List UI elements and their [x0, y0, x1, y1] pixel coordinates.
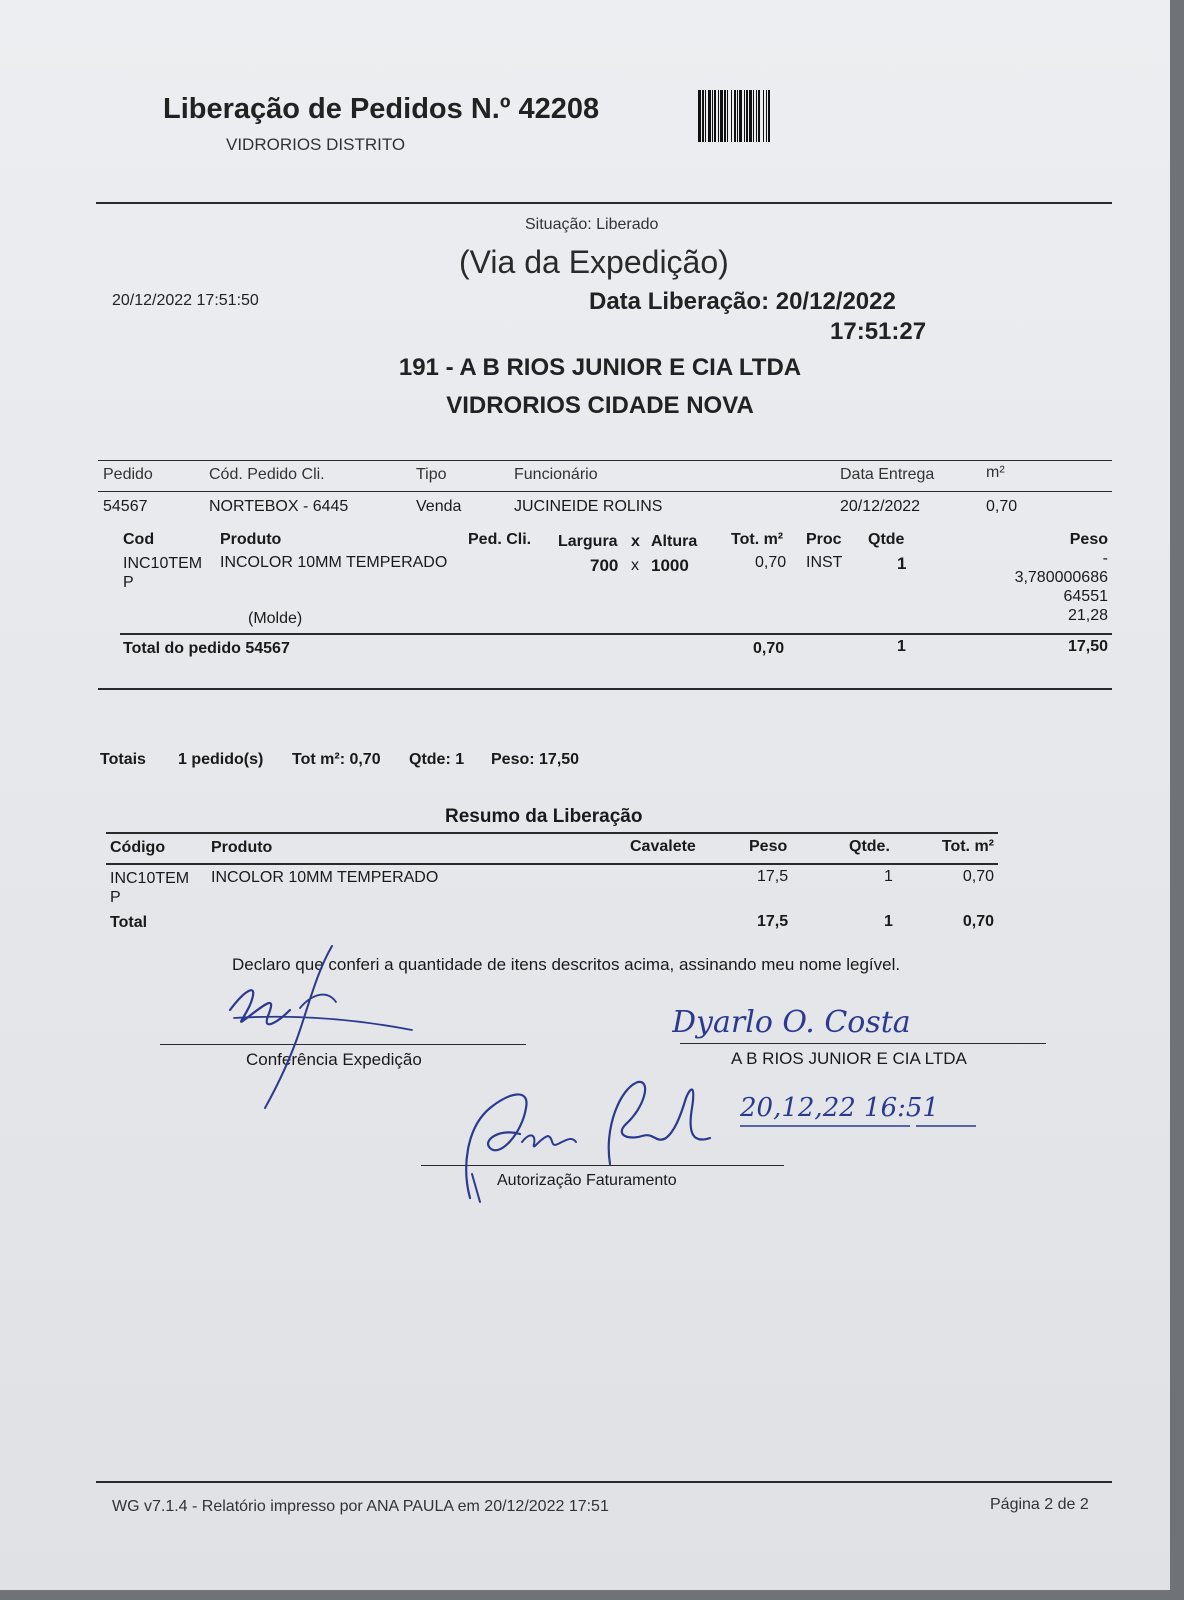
- barcode-bar: [770, 90, 771, 142]
- item-produto: INCOLOR 10MM TEMPERADO: [220, 554, 448, 571]
- resumo-produto: INCOLOR 10MM TEMPERADO: [211, 869, 439, 886]
- item-header-ped-cli: Ped. Cli.: [468, 531, 532, 548]
- item-cod-line2: P: [123, 574, 134, 591]
- item-molde: (Molde): [248, 610, 303, 627]
- item-peso-line2: 64551: [1063, 588, 1108, 605]
- col-header-data-entrega: Data Entrega: [840, 466, 935, 483]
- item-peso-line1: 3,780000686: [1014, 569, 1108, 586]
- item-header-produto: Produto: [220, 531, 282, 548]
- conferencia-label: Conferência Expedição: [246, 1050, 422, 1069]
- item-tot-m2: 0,70: [755, 554, 787, 571]
- order-pedido: 54567: [103, 498, 148, 515]
- order-table-header-line: [98, 491, 1112, 492]
- item-largura: 700: [590, 556, 619, 575]
- client-branch: VIDRORIOS CIDADE NOVA: [446, 392, 754, 419]
- item-altura: 1000: [651, 556, 689, 575]
- col-header-cod-cli: Cód. Pedido Cli.: [209, 466, 325, 483]
- printed-datetime: 20/12/2022 17:51:50: [112, 292, 259, 309]
- client-handwritten-signature: [672, 998, 1032, 1042]
- resumo-top-line: [106, 832, 998, 834]
- order-funcionario: JUCINEIDE ROLINS: [514, 498, 663, 515]
- company-name: VIDRORIOS DISTRITO: [226, 135, 406, 154]
- header-divider: [96, 202, 1112, 204]
- footer-printed-by: WG v7.1.4 - Relatório impresso por ANA PAULA em 20/12/2022 17:51: [112, 1498, 609, 1515]
- resumo-qtde: 1: [884, 868, 893, 885]
- client-signature-line: [680, 1043, 1046, 1044]
- item-header-proc: Proc: [806, 531, 842, 548]
- footer-page: Página 2 de 2: [990, 1496, 1089, 1513]
- resumo-codigo-line2: P: [110, 889, 121, 906]
- order-cod-cli: NORTEBOX - 6445: [209, 498, 349, 515]
- handwritten-datetime: [740, 1086, 1030, 1132]
- item-cod: [123, 554, 202, 592]
- totais-m2: Tot m²: 0,70: [292, 751, 381, 768]
- resumo-total-peso: 17,5: [757, 913, 789, 930]
- item-peso-line3: 21,28: [1067, 607, 1108, 624]
- resumo-header-qtde: Qtde.: [849, 838, 890, 855]
- handwritten-datetime-text: 20,12,22 16:51: [740, 1093, 939, 1123]
- item-header-x: x: [631, 533, 640, 550]
- order-data-entrega: 20/12/2022: [840, 498, 921, 515]
- resumo-total-tot-m2: 0,70: [962, 913, 994, 930]
- order-section-end-line: [98, 688, 1112, 690]
- via-label: (Via da Expedição): [459, 244, 729, 280]
- barcode: [698, 90, 876, 142]
- col-header-pedido: Pedido: [103, 466, 153, 483]
- totais-pedidos: 1 pedido(s): [178, 751, 264, 768]
- hora-liberacao: 17:51:27: [830, 318, 927, 345]
- col-header-m2: m²: [986, 464, 1005, 481]
- item-cod-line1: INC10TEM: [123, 555, 203, 572]
- resumo-codigo-line1: INC10TEM: [110, 870, 190, 887]
- declaration-text: Declaro que conferi a quantidade de itens descritos acima, assinando meu nome legível.: [232, 955, 901, 974]
- order-total-peso: 17,50: [1067, 638, 1108, 655]
- item-header-qtde: Qtde: [868, 531, 905, 548]
- totais-peso: Peso: 17,50: [491, 751, 580, 768]
- client-handwritten-name: Dyarlo O. Costa: [672, 1005, 911, 1040]
- resumo-header-peso: Peso: [749, 838, 788, 855]
- item-qtde: 1: [897, 554, 907, 573]
- client-signature-name: A B RIOS JUNIOR E CIA LTDA: [731, 1049, 967, 1068]
- resumo-title: Resumo da Liberação: [445, 806, 643, 827]
- item-header-peso: Peso: [1069, 531, 1108, 548]
- item-header-largura: Largura: [558, 533, 618, 550]
- order-total-qtde: 1: [897, 638, 906, 655]
- items-total-line: [120, 633, 1112, 635]
- totais-qtde: Qtde: 1: [409, 751, 465, 768]
- resumo-header-produto: Produto: [211, 839, 273, 856]
- item-header-tot-m2: Tot. m²: [731, 531, 784, 548]
- situacao-label: Situação: Liberado: [525, 216, 659, 233]
- order-total-label: Total do pedido 54567: [123, 640, 290, 657]
- resumo-total-label: Total: [110, 914, 148, 931]
- resumo-header-codigo: Código: [110, 839, 166, 856]
- item-peso: [980, 549, 1108, 625]
- resumo-peso: 17,5: [757, 868, 789, 885]
- resumo-header-cavalete: Cavalete: [630, 838, 696, 855]
- resumo-header-tot-m2: Tot. m²: [941, 838, 994, 855]
- resumo-tot-m2: 0,70: [962, 868, 994, 885]
- order-total-m2: 0,70: [753, 640, 785, 657]
- totais-label: Totais: [100, 751, 146, 768]
- autorizacao-signature: [460, 1078, 720, 1206]
- document-title: Liberação de Pedidos N.º 42208: [163, 93, 600, 125]
- item-header-altura: Altura: [651, 533, 698, 550]
- footer-divider: [96, 1481, 1112, 1483]
- client-name: 191 - A B RIOS JUNIOR E CIA LTDA: [398, 354, 802, 381]
- order-tipo: Venda: [416, 498, 462, 515]
- resumo-total-qtde: 1: [884, 913, 893, 930]
- col-header-tipo: Tipo: [416, 466, 447, 483]
- data-liberacao: Data Liberação: 20/12/2022: [589, 288, 896, 315]
- item-x: x: [631, 557, 639, 574]
- item-proc: INST: [806, 554, 843, 571]
- item-header-cod: Cod: [123, 531, 155, 548]
- resumo-header-line: [106, 863, 998, 865]
- order-m2: 0,70: [986, 498, 1018, 515]
- order-table-top-line: [98, 460, 1112, 461]
- col-header-funcionario: Funcionário: [514, 466, 598, 483]
- item-peso-dash: -: [1102, 550, 1108, 567]
- resumo-codigo: [110, 869, 189, 907]
- autorizacao-label: Autorização Faturamento: [497, 1172, 677, 1189]
